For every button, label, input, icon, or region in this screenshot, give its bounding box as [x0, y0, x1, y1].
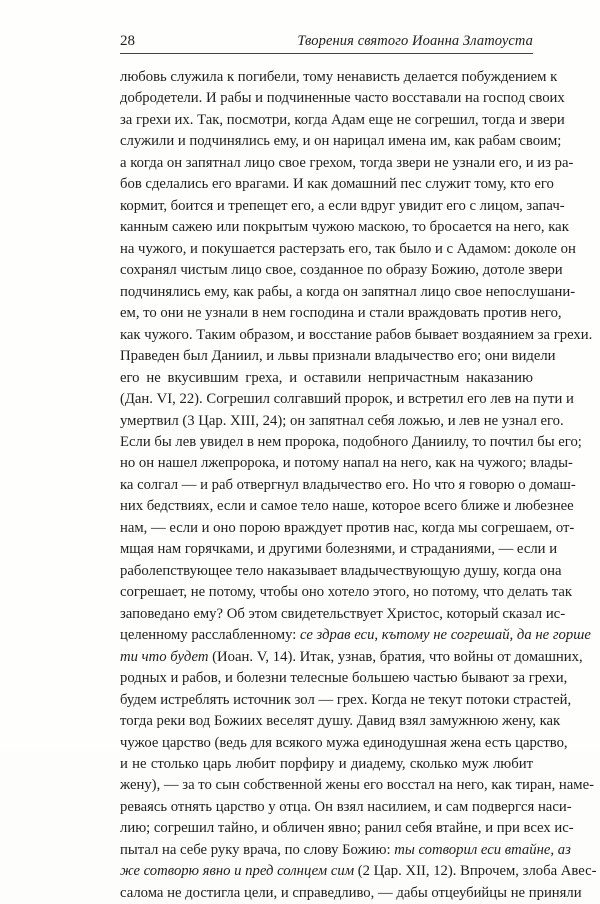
- text-line: будем истреблять источник зол — грех. Когда не текут потоки страстей,: [120, 691, 572, 708]
- scripture-quote: же сотворю явно и пред солнцем сим: [120, 863, 355, 880]
- text-line: чужое царство (ведь для всякого мужа единодушная жена есть царство,: [120, 734, 568, 751]
- text-line: и не столько царь любит порфиру и диадему, сколько муж любит: [120, 756, 533, 772]
- text-line: сохранял чистым лицо свое, созданное по образу Божию, дотоле звери: [120, 262, 563, 279]
- text-run: целенному расслабленному:: [120, 627, 297, 644]
- text-line: как чужого. Таким образом, и восстание рабов бывает воздаянием за грехи.: [120, 326, 593, 343]
- text-line: (Дан. VI, 22). Согрешил солгавший пророк, и встретил его лев на пути и: [120, 391, 574, 408]
- text-line: любовь служила к погибели, тому ненависть делается побуждением к: [120, 69, 558, 85]
- text-run: пытал на себе руку врача, по слову Божию:: [120, 841, 391, 858]
- page-number: 28: [120, 33, 135, 49]
- text-line: салома не достигла цели, и справедливо, — дабы отцеубийцы не приняли: [120, 884, 582, 901]
- text-run: (Иоан. V, 14). Итак, узнав, братия, что войны от домашних,: [212, 648, 583, 665]
- text-run: (2 Цар. XII, 12). Впрочем, злоба Авес-: [357, 863, 597, 880]
- text-line: добродетели. И рабы и подчиненные часто восставали на господ своих: [120, 90, 565, 107]
- text-line-mixed: [120, 625, 591, 646]
- text-line: Если бы лев увидел в нем пророка, подобного Даниилу, то почтил бы его;: [120, 433, 582, 450]
- text-line: кормит, боится и трепещет его, а если вдруг увидит его с лицом, запач-: [120, 197, 565, 214]
- text-line-mixed: [120, 647, 583, 668]
- text-line: ка солгал — и раб отвергнул владычество его. Но что я говорю о домаш-: [120, 476, 576, 493]
- text-line: них бедствиях, если и самое тело наше, которое всего ближе и любезнее: [120, 498, 574, 515]
- text-line: ем, то они не узнали в нем господина и стали враждовать против него,: [120, 305, 562, 322]
- text-line: умертвил (3 Цар. XIII, 24); он запятнал себя ложью, и лев не узнал его.: [120, 412, 564, 429]
- text-line: нам, — если и оно порою враждует против нас, когда мы согрешаем, от-: [120, 519, 575, 536]
- text-line-mixed: [120, 840, 571, 861]
- scripture-quote: се здрав еси, кътому не согрешай, да не горше: [300, 627, 591, 644]
- text-line: реваясь отнять царство у отца. Он взял насилием, и сам подвергся наси-: [120, 798, 572, 815]
- text-line: родных и рабов, и болезни телесные большею частью бывают за грехи,: [120, 670, 568, 687]
- text-line: заповедано ему? Об этом свидетельствует Христос, который сказал ис-: [120, 605, 566, 622]
- body-text: [120, 67, 597, 904]
- text-line: жену), — за то сын собственной жены его восстал на него, как тиран, наме-: [120, 777, 595, 794]
- scripture-quote: ти что будет: [120, 648, 209, 665]
- text-line: канным сажею или покрытым чужою маскою, то бросается на него, как: [120, 219, 569, 236]
- text-line: его не вкусившим греха, и оставили непричастным наказанию: [120, 369, 533, 386]
- text-line: но он нашел лжепророка, и потому напал на него, как на чужого; влады-: [120, 455, 573, 472]
- running-title: Творения святого Иоанна Златоуста: [297, 33, 533, 49]
- text-line-mixed: [120, 861, 597, 882]
- text-line: а когда он запятнал лицо свое грехом, тогда звери не узнали его, и из ра-: [120, 154, 574, 171]
- text-line: мщая нам горячками, и другими болезнями, и страданиями, — если и: [120, 541, 558, 558]
- page-header: [120, 31, 533, 54]
- text-line: подчинялись ему, как рабы, а когда он запятнал лицо свое непослушани-: [120, 283, 576, 300]
- text-line: лию; согрешил тайно, и обличен явно; ранил себя втайне, и при всех ис-: [120, 820, 574, 837]
- text-line: на чужого, и покушается растерзать его, так было и с Адамом: доколе он: [120, 240, 576, 257]
- text-line: тогда реки вод Божиих веселят душу. Давид взял замужнюю жену, как: [120, 713, 561, 730]
- text-line: согрешает, не потому, чтобы оно хотело этого, но потому, что делать так: [120, 584, 573, 601]
- text-line: бов сделались его врагами. И как домашний пес служит тому, кто его: [120, 176, 554, 193]
- text-line: Праведен был Даниил, и львы признали владычество его; они видели: [120, 348, 556, 365]
- text-line: за грехи их. Так, посмотри, когда Адам еще не согрешил, тогда и звери: [120, 111, 565, 128]
- text-line: служили и подчинялись ему, и он нарицал имена им, как рабам своим;: [120, 133, 562, 150]
- text-line: раболепствующее тело наказывает владычествующую душу, когда она: [120, 562, 562, 579]
- scripture-quote: ты сотворил еси втайне, аз: [394, 841, 571, 858]
